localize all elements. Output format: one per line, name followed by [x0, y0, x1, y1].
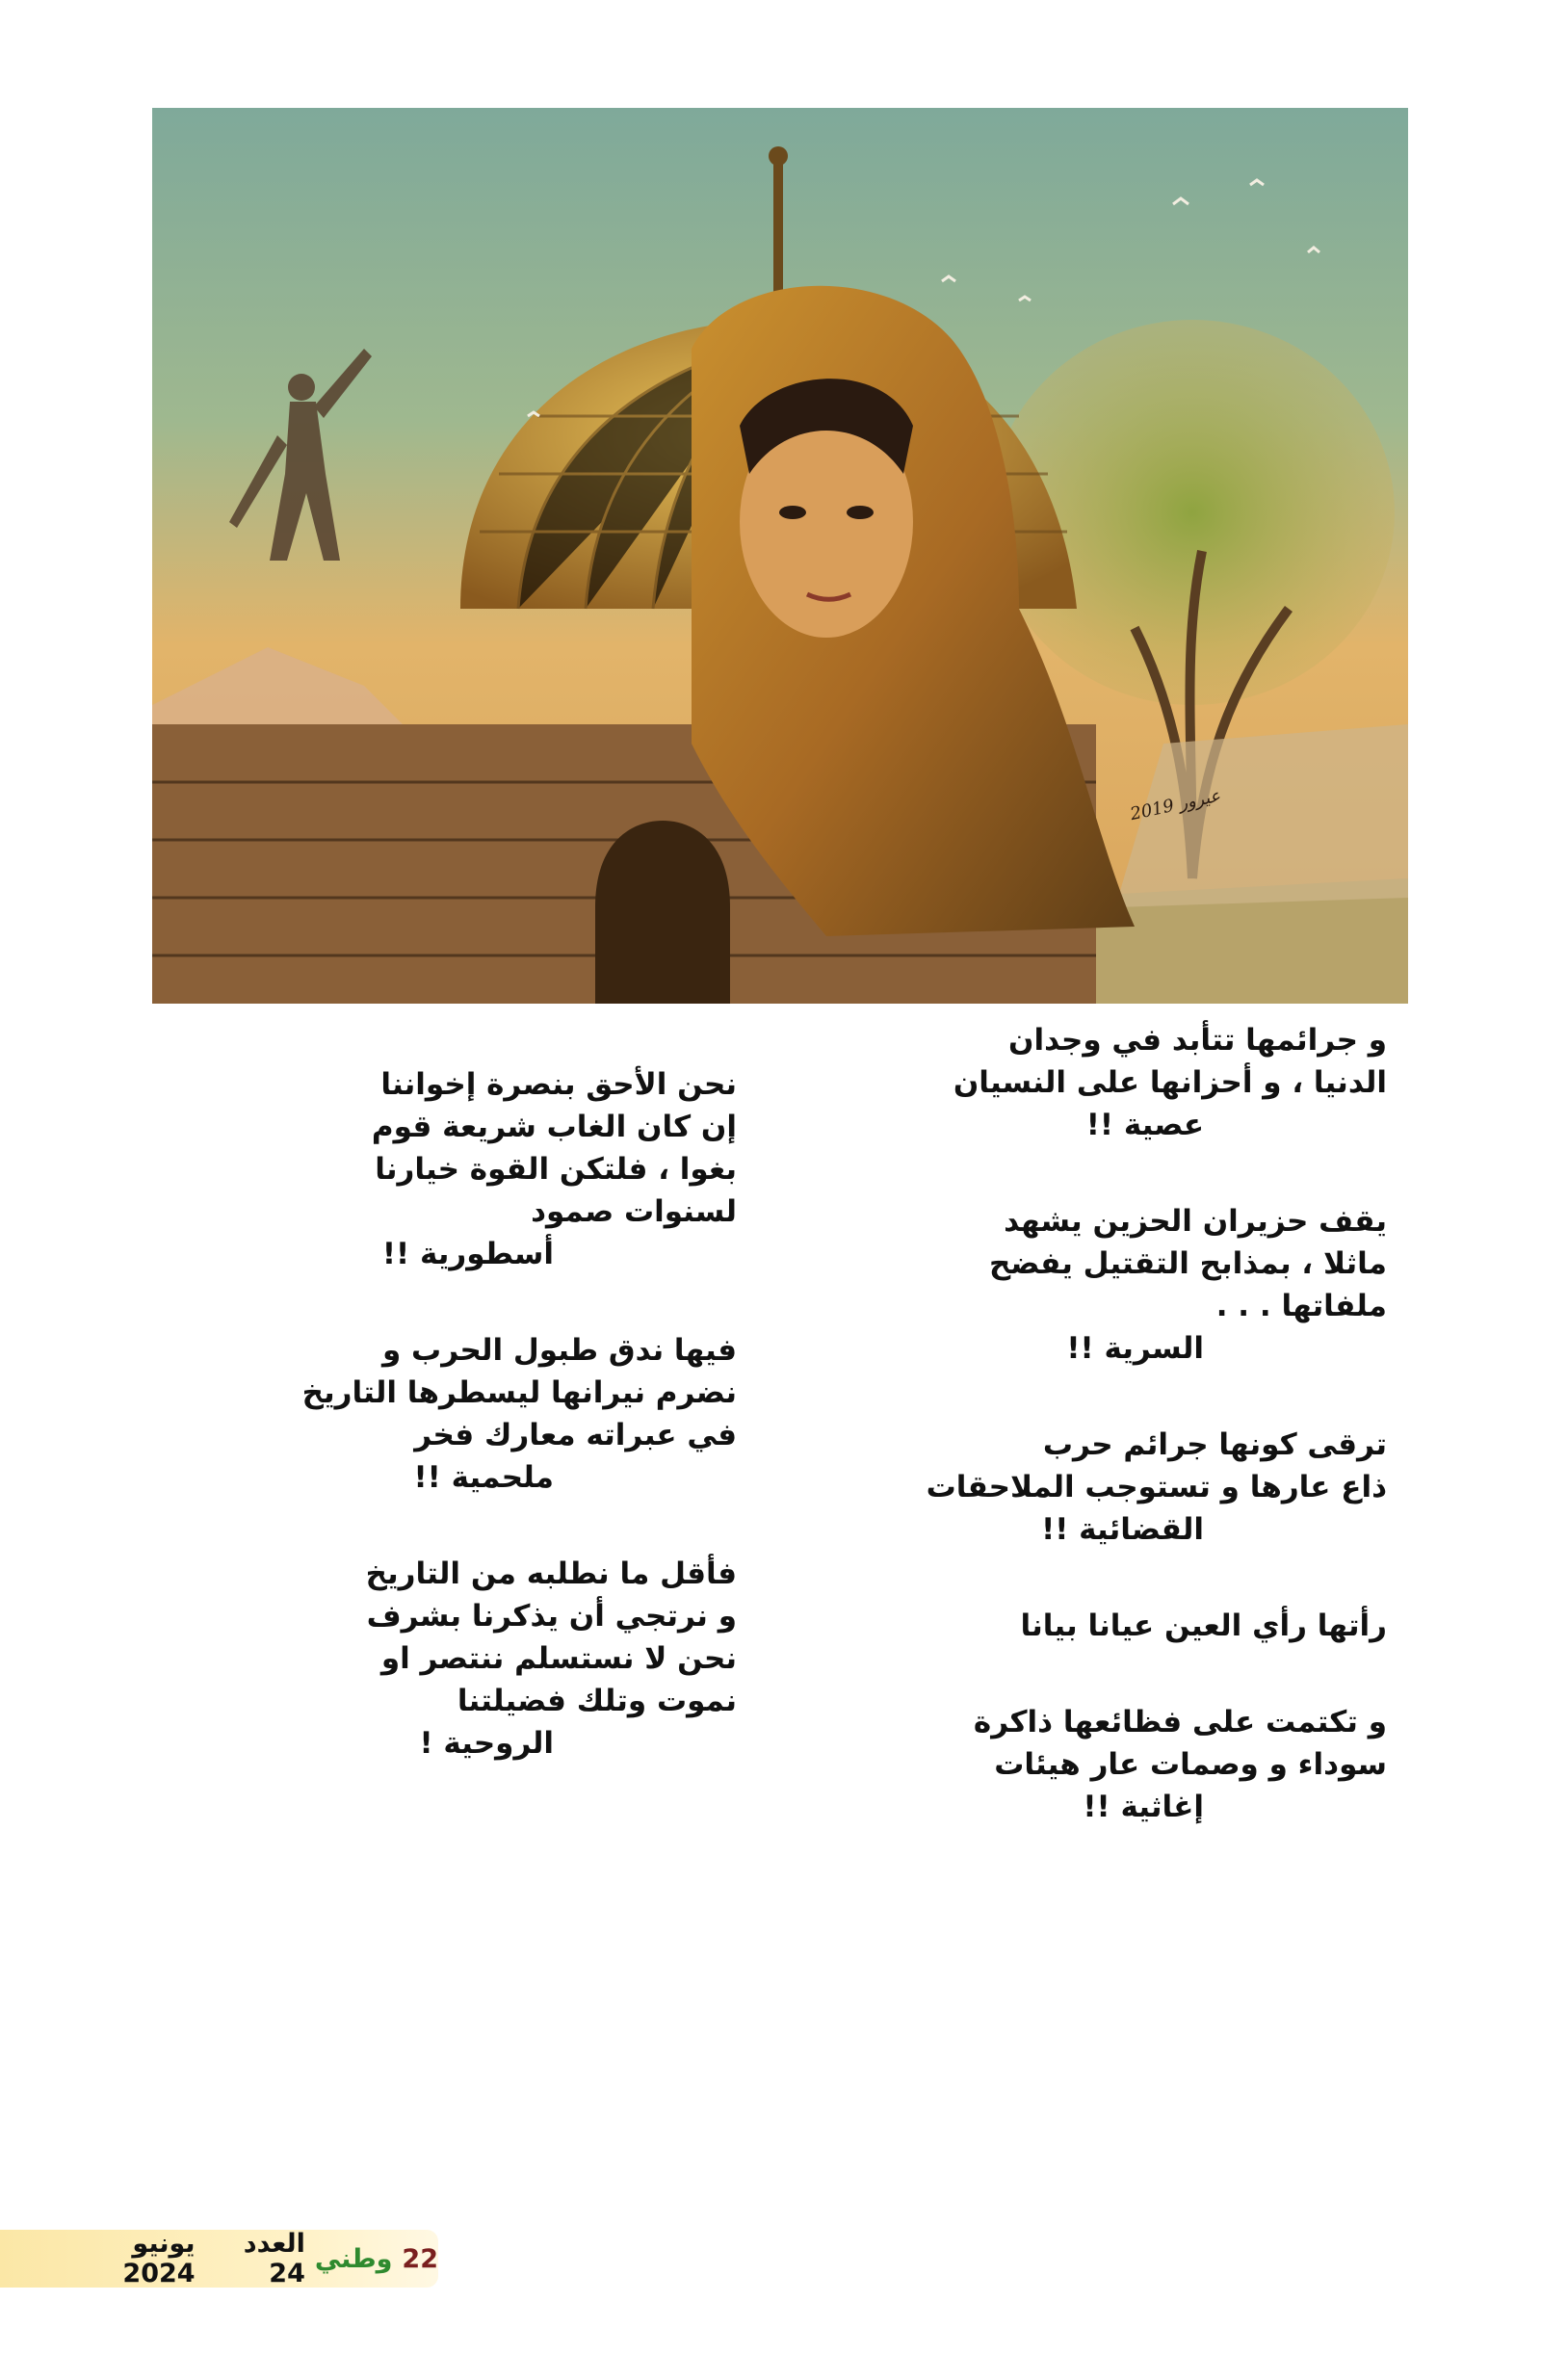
poem-line: رأتها رأي العين عيانا بيانا	[1020, 1608, 1387, 1643]
poem-line: الدنيا ، و أحزانها على النسيان	[953, 1065, 1387, 1100]
magazine-name: وطني	[314, 2243, 393, 2274]
poem-line: فأقل ما نطلبه من التاريخ	[365, 1556, 737, 1591]
poem-line: نحن لا نستسلم ننتصر او	[380, 1641, 737, 1676]
poem-line: السرية !!	[1066, 1331, 1204, 1366]
poem-column-left	[236, 1063, 737, 1765]
poem-line: فيها ندق طبول الحرب و	[382, 1333, 737, 1368]
page-footer	[0, 2230, 438, 2288]
poem-line: إغاثية !!	[1083, 1790, 1204, 1824]
poem-line: إن كان الغاب شريعة قوم	[371, 1110, 737, 1144]
poem-line: ملفاتها . . .	[1215, 1289, 1387, 1323]
illustration-svg	[152, 108, 1408, 1004]
artist-signature: عيرور 2019	[1128, 785, 1222, 825]
poem-illustration	[152, 108, 1408, 1004]
poem-line: أسطورية !!	[381, 1237, 554, 1271]
poem-line: نحن الأحق بنصرة إخواننا	[380, 1067, 737, 1102]
poem-line: سوداء و وصمات عار هيئات	[994, 1747, 1387, 1782]
poem-line: ترقى كونها جرائم حرب	[1042, 1427, 1387, 1462]
poem-line: نموت وتلك فضيلتنا	[457, 1684, 737, 1718]
stanza-gap	[236, 1499, 737, 1553]
stanza-gap	[905, 1146, 1387, 1200]
poem-column-right	[905, 1019, 1387, 1828]
poem-line: الروحية !	[419, 1726, 554, 1761]
poem-line: يقف حزيران الحزين يشهد	[1004, 1204, 1387, 1239]
poem-line: القضائية !!	[1041, 1512, 1204, 1547]
poem-line: بغوا ، فلتكن القوة خيارنا	[375, 1152, 737, 1187]
stanza-gap	[905, 1647, 1387, 1701]
poem-line: ملحمية !!	[413, 1460, 554, 1495]
issue-date: يونيو 2024	[122, 2229, 196, 2288]
poem-line: ماثلا ، بمذابح التقتيل يفضح	[989, 1246, 1387, 1281]
stanza-gap	[905, 1551, 1387, 1605]
poem-line: و جرائمها تتأبد في وجدان	[1008, 1023, 1387, 1058]
poem-line: عصية !!	[1085, 1108, 1204, 1142]
poem-line: و تكتمت على فظائعها ذاكرة	[973, 1705, 1387, 1739]
issue-number: العدد 24	[243, 2229, 305, 2288]
stanza-gap	[236, 1275, 737, 1329]
poem-line: ذاع عارها و تستوجب الملاحقات	[926, 1470, 1387, 1504]
poem-line: و نرتجي أن يذكرنا بشرف	[366, 1599, 737, 1634]
poem-line: في عبراته معارك فخر	[414, 1418, 737, 1452]
stanza-gap	[905, 1370, 1387, 1424]
poem-line: نضرم نيرانها ليسطرها التاريخ	[301, 1375, 737, 1410]
page-number: 22	[402, 2243, 438, 2274]
poem-line: لسنوات صمود	[531, 1194, 737, 1229]
